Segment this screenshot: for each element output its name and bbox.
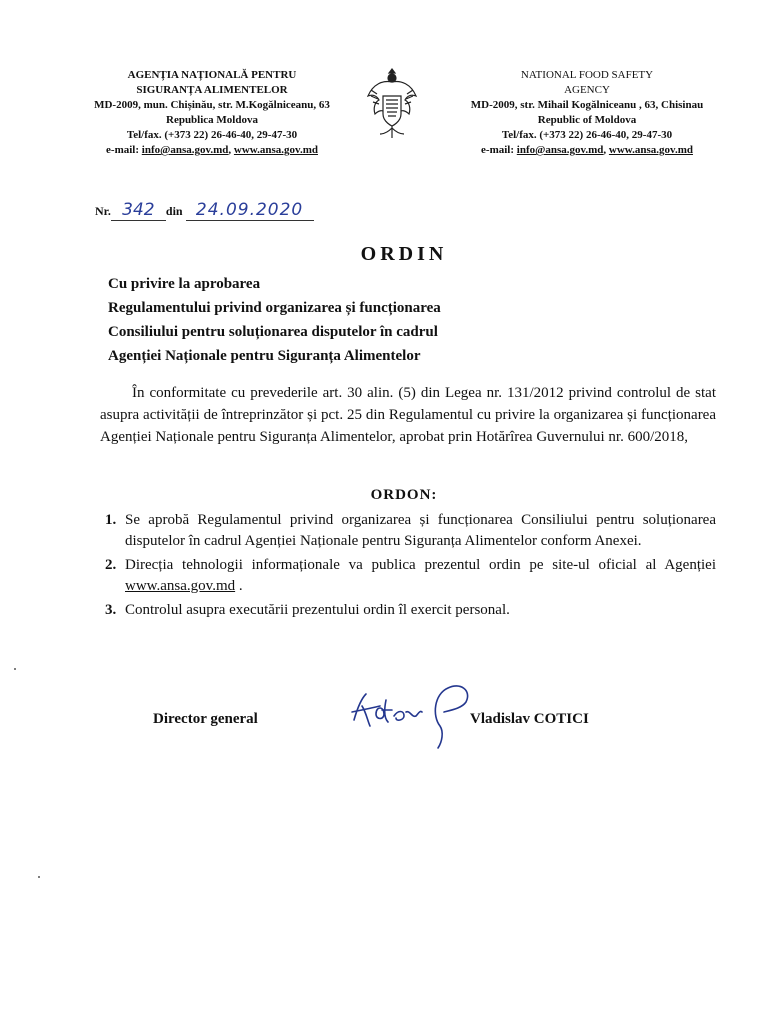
order-item: 2. Direcția tehnologii informaționale va publica prezentul ordin pe site-ul oficial al Agenției www.ansa.gov.md . — [105, 557, 716, 594]
agency-phone-en: Tel/fax. (+373 22) 26-46-40, 29-47-30 — [501, 129, 673, 141]
header-right — [430, 68, 744, 158]
item-number: 2. — [105, 557, 117, 573]
agency-phone-ro: Tel/fax. (+373 22) 26-46-40, 29-47-30 — [126, 129, 298, 141]
din-label: din — [165, 204, 183, 218]
header-left — [62, 68, 362, 158]
subject-line: Regulamentului privind organizarea și funcționarea — [108, 300, 441, 316]
email-link[interactable]: info@ansa.gov.md — [141, 144, 229, 156]
agency-country-ro: Republica Moldova — [166, 114, 258, 126]
email-link[interactable]: info@ansa.gov.md — [516, 144, 604, 156]
signatory-name: Vladislav COTICI — [470, 711, 589, 727]
agency-address-ro: MD-2009, mun. Chișinău, str. M.Kogălniceanu, 63 — [94, 99, 330, 111]
nr-label: Nr. — [95, 204, 111, 218]
website-link[interactable]: www.ansa.gov.md — [233, 144, 318, 156]
ordon-heading: ORDON: — [370, 487, 438, 503]
order-number-line — [95, 200, 314, 221]
agency-contacts-en: e-mail: info@ansa.gov.md, www.ansa.gov.md — [481, 144, 693, 156]
agency-name-ro-line1: AGENȚIA NAȚIONALĂ PENTRU — [127, 69, 297, 81]
agency-country-en: Republic of Moldova — [537, 114, 637, 126]
document-title: ORDIN — [360, 243, 448, 265]
item-number: 3. — [105, 602, 117, 618]
order-subject — [108, 272, 441, 368]
subject-line: Cu privire la aprobarea — [108, 276, 261, 292]
agency-contacts-ro: e-mail: info@ansa.gov.md, www.ansa.gov.md — [106, 144, 318, 156]
item-text: Se aprobă Regulamentul privind organizarea și funcționarea Consiliului pentru soluționarea disputelor în cadrul Agenției Naționale pentru Siguranța Alimentelor conform Anexei. — [125, 512, 716, 549]
agency-address-en: MD-2009, str. Mihail Kogălniceanu , 63, Chisinau — [470, 99, 704, 111]
order-number-handwritten: 342 — [111, 200, 166, 221]
website-link[interactable]: www.ansa.gov.md — [608, 144, 693, 156]
signatory-title: Director general — [153, 711, 258, 727]
order-item — [100, 600, 716, 621]
item-text: Direcția tehnologii informaționale va publica prezentul ordin pe site-ul oficial al Agenției — [125, 557, 716, 573]
coat-of-arms-icon — [365, 66, 419, 140]
preamble-paragraph: În conformitate cu prevederile art. 30 alin. (5) din Legea nr. 131/2012 privind controlul de stat asupra activității de întreprinzător și pct. 25 din Regulamentul cu privire la organizarea și funcționarea Agenției Naționale pentru Siguranța Alimentelor, aprobat prin Hotărîrea Guvernului nr. 600/2018, — [100, 385, 716, 445]
order-item — [100, 510, 716, 552]
agency-name-en-line1: NATIONAL FOOD SAFETY — [520, 69, 654, 81]
agency-name-ro-line2: SIGURANȚA ALIMENTELOR — [136, 84, 288, 96]
website-link[interactable]: www.ansa.gov.md — [125, 578, 236, 594]
subject-line: Consiliului pentru soluționarea disputelor în cadrul — [108, 324, 438, 340]
agency-name-en-line2: AGENCY — [564, 84, 610, 96]
scan-speck — [38, 876, 40, 878]
subject-line: Agenției Naționale pentru Siguranța Alimentelor — [108, 348, 421, 364]
item-number: 1. — [105, 512, 117, 528]
scan-speck — [14, 668, 16, 670]
order-date-handwritten: 24.09.2020 — [186, 200, 314, 221]
item-text: Controlul asupra executării prezentului ordin îl exercit personal. — [125, 602, 510, 618]
order-items — [100, 510, 716, 624]
